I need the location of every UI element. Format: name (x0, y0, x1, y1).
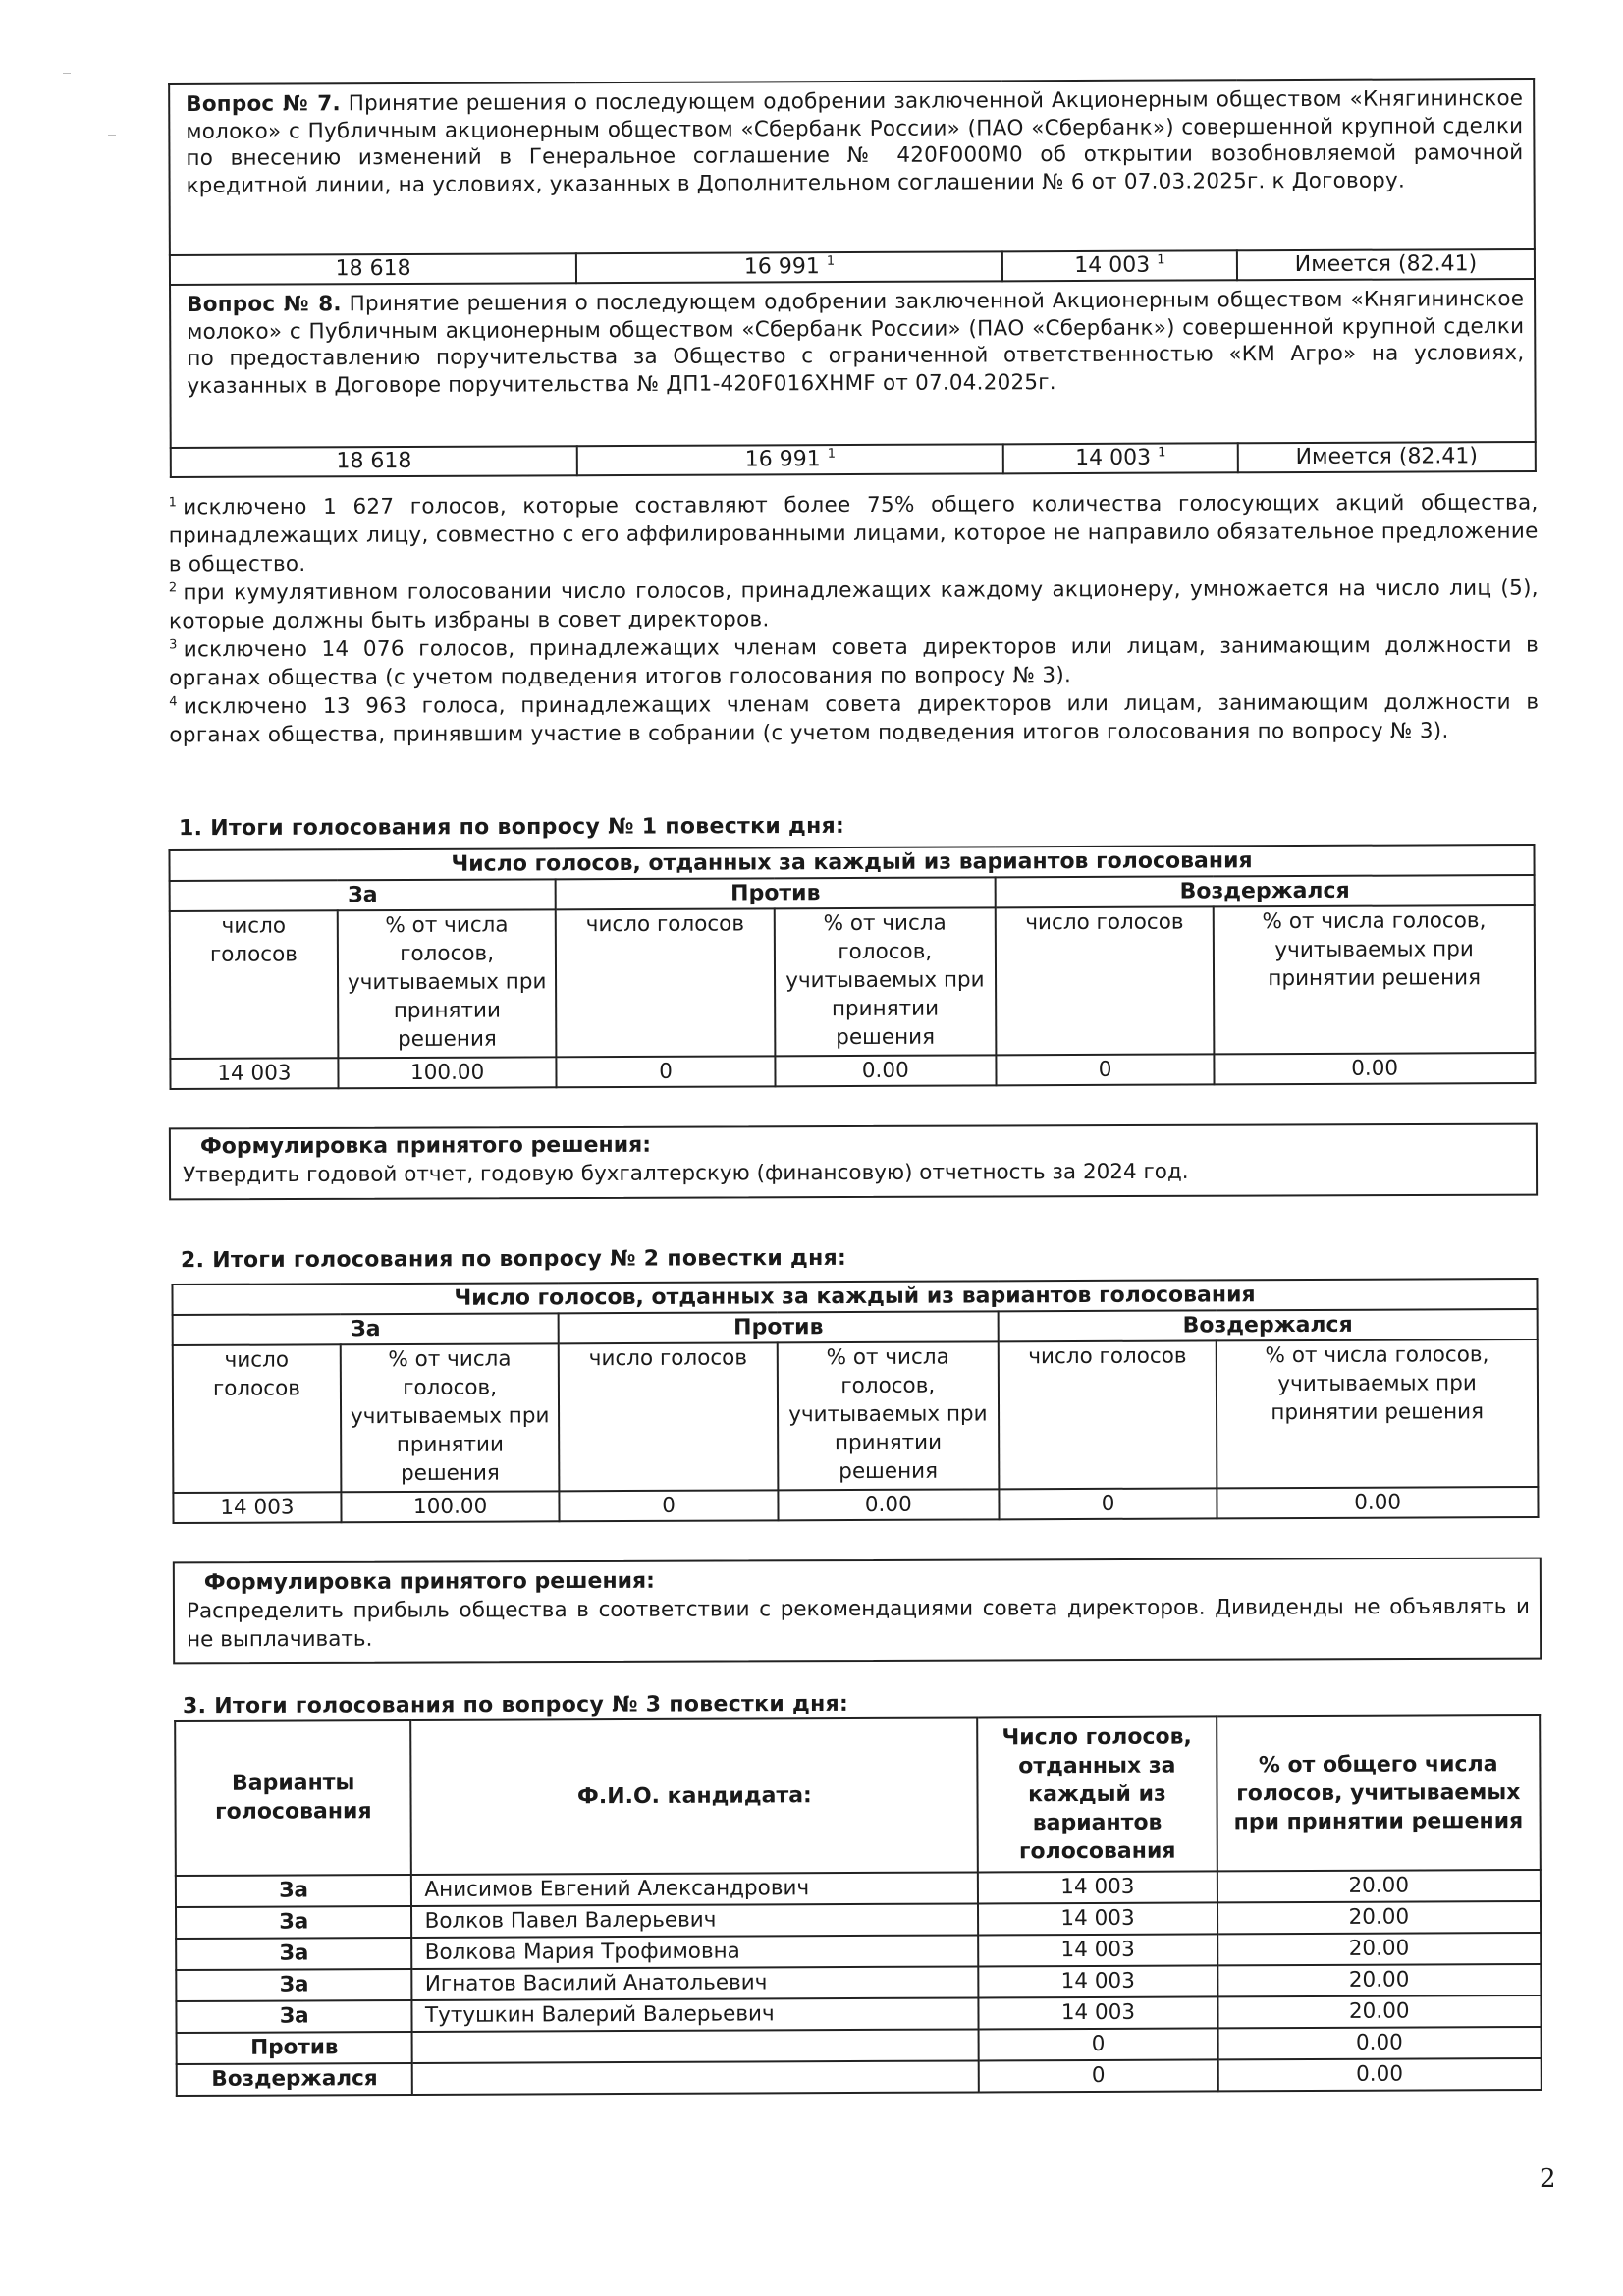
subheader: % от числа голосов, учитываемых при принятии решения (777, 1341, 999, 1490)
subheader: % от числа голосов, учитываемых при принятии решения (341, 1343, 560, 1492)
subheader: число голосов (996, 906, 1215, 1055)
voting-option: Против (177, 2032, 413, 2064)
decision-title: Формулировка принятого решения: (203, 1568, 656, 1596)
footnotes (169, 489, 1540, 750)
footnote: $^1$ исключено 1 627 голосов, которые составляют более 75% общего количества голосующих акций общества, принадлежащих лицу, совместно с его аффилированными лицами, которое не направило обязательное предложение в общество. (168, 490, 1539, 577)
decision-text: Распределить прибыль общества в соответствии с рекомендациями совета директоров. Дивиденды не объявлять и не выплачивать. (186, 1594, 1531, 1653)
results-table (171, 1278, 1539, 1524)
quorum-cell: Имеется (82.41) (1237, 249, 1535, 280)
decision-box (169, 1123, 1538, 1201)
results-table (168, 844, 1536, 1090)
subheader: число голосов (999, 1340, 1217, 1489)
decision-text: Утвердить годовой отчет, годовую бухгалтерскую (финансовую) отчетность за 2024 год. (183, 1159, 1189, 1188)
group-header-abstain: Воздержался (996, 875, 1535, 907)
voting-option: За (176, 1938, 412, 1970)
votes: 14 003 (979, 1965, 1217, 1997)
header-percent: % от общего числа голосов, учитываемых при принятии решения (1217, 1715, 1541, 1871)
page-number: 2 (1540, 2164, 1556, 2194)
subheader: % от числа голосов, учитываемых при принятии решения (1217, 1339, 1538, 1488)
table-row (177, 2058, 1542, 2096)
candidate-name: Игнатов Василий Анатольевич (412, 1966, 979, 2000)
agenda-item-label: Вопрос № 8. (187, 292, 342, 317)
group-header-for: За (170, 879, 556, 911)
value-cell: 0.00 (775, 1055, 996, 1086)
footnote-ref: 1 (827, 446, 837, 462)
value-cell: 14 003 $^1$ (1003, 443, 1238, 473)
value-cell: 100.00 (338, 1057, 557, 1088)
subheader: число голосов (170, 910, 339, 1059)
candidate-name: Волкова Мария Трофимовна (412, 1935, 979, 1969)
candidates-table (174, 1714, 1542, 2097)
agenda-item-text: Принятие решения о последующем одобрении заключенной Акционерным обществом «Княгининское молоко» с Публичным акционерным обществом «Сбербанк России» (ПАО «Сбербанк») совершенной крупной сделки по предоставлению поручительства за Общество с ограниченной ответственностью «КМ Агро» на условиях, указанных в Договоре поручительства № ДП1-420F016XHMF от 07.04.2025г. (187, 287, 1525, 399)
value-cell: 0 (996, 1054, 1215, 1085)
agenda-item-7 (169, 79, 1535, 255)
table-main-header: Число голосов, отданных за каждый из вариантов голосования (172, 1279, 1537, 1315)
section-heading: 3. Итоги голосования по вопросу № 3 повестки дня: (182, 1691, 849, 1720)
percent: 20.00 (1217, 1933, 1542, 1965)
votes: 14 003 (979, 1996, 1217, 2029)
value-cell: 0 (557, 1056, 776, 1087)
votes: 0 (979, 2059, 1217, 2092)
candidate-name: Тутушкин Валерий Валерьевич (412, 1997, 979, 2032)
value-cell: 14 003 $^1$ (1002, 250, 1237, 281)
votes: 14 003 (978, 1934, 1217, 1966)
value-cell: 16 991 $^1$ (577, 444, 1003, 475)
voting-option: За (176, 2000, 412, 2033)
header-candidate-name: Ф.И.О. кандидата: (411, 1717, 979, 1875)
candidate-name: Волков Павел Валерьевич (411, 1903, 978, 1938)
candidate-name (412, 2029, 979, 2063)
footnote-ref: 1 (1157, 252, 1165, 268)
votes: 14 003 (978, 1902, 1217, 1935)
voting-option: За (176, 1906, 412, 1939)
footnote: $^2$ при кумулятивном голосовании число голосов, принадлежащих каждому акционеру, умножается на число лиц (5), которые должны быть избраны в совет директоров. (168, 575, 1539, 634)
value-cell: 14 003 (170, 1058, 338, 1089)
group-header-against: Против (559, 1311, 999, 1343)
footnote-ref: 1 (1158, 445, 1166, 461)
group-header-for: За (173, 1313, 559, 1345)
scan-artifact (63, 73, 71, 74)
header-votes: Число голосов, отданных за каждый из вариантов голосования (977, 1716, 1217, 1872)
subheader: % от числа голосов, учитываемых при принятии решения (338, 909, 557, 1058)
percent: 20.00 (1217, 1964, 1542, 1996)
voting-option: Воздержался (177, 2063, 413, 2096)
footnote: $^4$ исключено 13 963 голоса, принадлежащих членам совета директоров или лицам, занимающим должности в органах общества, принявшим участие в собрании (с учетом подведения итогов голосования по вопросу № 3). (169, 689, 1540, 748)
group-header-against: Против (556, 877, 996, 909)
votes: 14 003 (978, 1871, 1217, 1903)
value-cell: 18 618 (170, 253, 576, 285)
value-cell: 0 (560, 1490, 779, 1521)
agenda-item-text: Принятие решения о последующем одобрении заключенной Акционерным обществом «Княгининское молоко» с Публичным акционерным обществом «Сбербанк России» (ПАО «Сбербанк») совершенной крупной сделки по внесению изменений в Генеральное соглашение № 420F000M0 об открытии возобновляемой рамочной кредитной линии, на условиях, указанных в Дополнительном соглашении № 6 от 07.03.2025г. к Договору. (186, 86, 1524, 198)
value-cell: 0.00 (778, 1489, 999, 1520)
percent: 20.00 (1217, 1901, 1542, 1934)
agenda-item-label: Вопрос № 7. (186, 91, 341, 117)
value-cell: 100.00 (341, 1491, 560, 1522)
quorum-cell: Имеется (82.41) (1238, 442, 1536, 472)
header-voting-option: Варианты голосования (175, 1720, 411, 1876)
subheader: число голосов (173, 1344, 342, 1493)
value-cell: 16 991 $^1$ (576, 251, 1002, 283)
subheader: % от числа голосов, учитываемых при принятии решения (1214, 905, 1535, 1054)
percent: 20.00 (1217, 1995, 1542, 2028)
candidate-name: Анисимов Евгений Александрович (411, 1872, 978, 1906)
candidate-name (412, 2060, 979, 2095)
percent: 20.00 (1217, 1870, 1541, 1902)
votes: 0 (979, 2028, 1217, 2060)
decision-title: Формулировка принятого решения: (199, 1132, 652, 1160)
value-cell: 0.00 (1215, 1053, 1536, 1084)
footnote-ref: 1 (826, 253, 836, 269)
value-cell: 0.00 (1217, 1487, 1539, 1518)
subheader: % от числа голосов, учитываемых при принятии решения (774, 907, 996, 1056)
scan-artifact (108, 135, 116, 136)
section-heading: 1. Итоги голосования по вопросу № 1 повестки дня: (178, 813, 845, 842)
footnote: $^3$ исключено 14 076 голосов, принадлежащих членам совета директоров или лицам, занимающим должности в органах общества (с учетом подведения итогов голосования по вопросу № 3). (169, 632, 1540, 691)
table-main-header: Число голосов, отданных за каждый из вариантов голосования (169, 845, 1534, 881)
value-cell: 0 (999, 1488, 1217, 1519)
percent: 0.00 (1217, 2058, 1542, 2091)
voting-option: За (176, 1969, 412, 2001)
group-header-abstain: Воздержался (999, 1309, 1538, 1341)
voting-option: За (176, 1875, 412, 1907)
agenda-item-8 (170, 279, 1536, 448)
section-heading: 2. Итоги голосования по вопросу № 2 повестки дня: (180, 1245, 847, 1274)
subheader: число голосов (556, 908, 775, 1057)
agenda-item-values-row (171, 442, 1536, 477)
value-cell: 18 618 (171, 446, 577, 477)
agenda-items-table (168, 78, 1537, 478)
decision-box (173, 1558, 1542, 1665)
percent: 0.00 (1217, 2027, 1542, 2059)
value-cell: 14 003 (173, 1492, 341, 1523)
subheader: число голосов (559, 1342, 778, 1491)
